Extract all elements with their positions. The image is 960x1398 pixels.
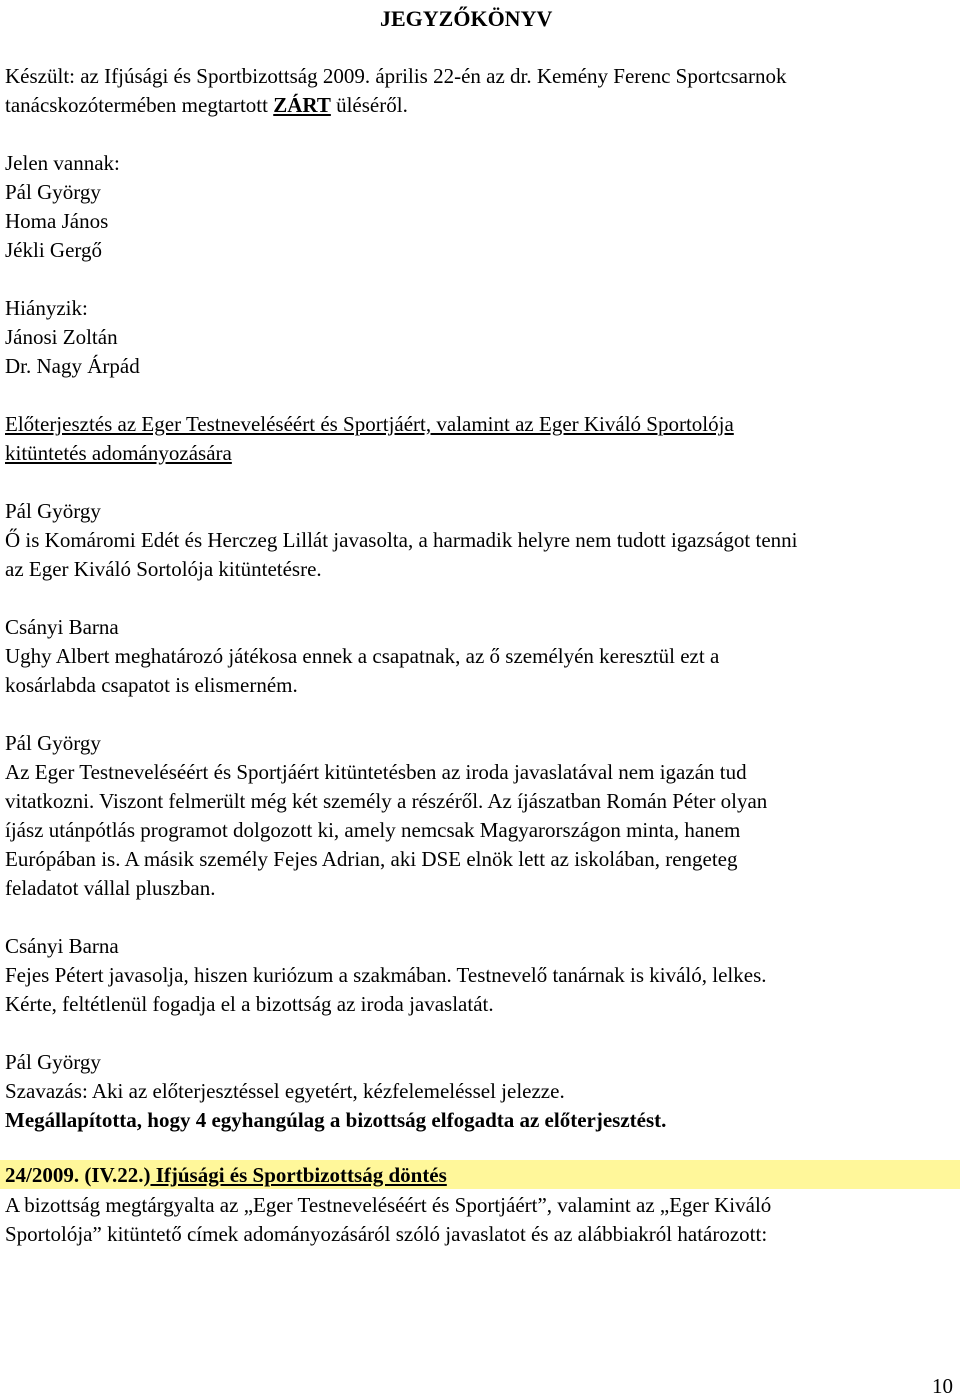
- speaker-name: Csányi Barna: [5, 615, 119, 639]
- speech-line: Kérte, feltétlenül fogadja el a bizottság az iroda javaslatát.: [5, 992, 494, 1016]
- speech-line: az Eger Kiváló Sortolója kitüntetésre.: [5, 557, 322, 581]
- absent-name: Jánosi Zoltán: [5, 325, 118, 349]
- absent-name: Dr. Nagy Árpád: [5, 354, 140, 378]
- decision-text-line-1: A bizottság megtárgyalta az „Eger Testneveléséért és Sportjáért”, valamint az „Eger Kiváló: [5, 1193, 772, 1217]
- decision-heading: [5, 1165, 447, 1186]
- speaker-name: Csányi Barna: [5, 934, 119, 958]
- speech-line: kosárlabda csapatot is elismerném.: [5, 673, 298, 697]
- intro-line-1: Készült: az Ifjúsági és Sportbizottság 2009. április 22-én az dr. Kemény Ferenc Sportcsarnok: [5, 64, 787, 88]
- present-heading: Jelen vannak:: [5, 151, 120, 175]
- intro-line-2: [5, 95, 408, 116]
- agenda-title-line-1: Előterjesztés az Eger Testneveléséért és Sportjáért, valamint az Eger Kiváló Sportolója: [5, 412, 734, 436]
- present-name: Jékli Gergő: [5, 238, 103, 262]
- agenda-title-line-2: kitüntetés adományozására: [5, 441, 232, 465]
- absent-heading: Hiányzik:: [5, 296, 88, 320]
- intro-text: tanácskozótermében megtartott: [5, 93, 274, 117]
- intro-text-end: üléséről.: [330, 93, 408, 117]
- speaker-name: Pál György: [5, 499, 101, 523]
- decision-title: Ifjúsági és Sportbizottság döntés: [150, 1163, 447, 1187]
- present-name: Homa János: [5, 209, 109, 233]
- speech-line: Európában is. A másik személy Fejes Adrian, aki DSE elnök lett az iskolában, rengeteg: [5, 847, 738, 871]
- speech-line: Fejes Pétert javasolja, hiszen kuriózum a szakmában. Testnevelő tanárnak is kiváló, lelkes.: [5, 963, 767, 987]
- page-number: 10: [932, 1374, 953, 1398]
- document-title: JEGYZŐKÖNYV: [380, 6, 553, 31]
- decision-text-line-2: Sportolója” kitüntető címek adományozásáról szóló javaslatot és az alábbiakról határozott:: [5, 1222, 768, 1246]
- closed-session-label: ZÁRT: [273, 93, 331, 117]
- speaker-name: Pál György: [5, 731, 101, 755]
- speech-line: Ughy Albert meghatározó játékosa ennek a csapatnak, az ő személyén keresztül ezt a: [5, 644, 720, 668]
- decision-number: 24/2009. (IV.22.): [5, 1163, 151, 1187]
- present-name: Pál György: [5, 180, 101, 204]
- speech-line: vitatkozni. Viszont felmerült még két személy a részéről. Az íjászatban Román Péter olyan: [5, 789, 768, 813]
- speech-line: Ő is Komáromi Edét és Herczeg Lillát javasolta, a harmadik helyre nem tudott igazságot tenni: [5, 528, 798, 552]
- speech-line: feladatot vállal pluszban.: [5, 876, 216, 900]
- speaker-name: Pál György: [5, 1050, 101, 1074]
- speech-line: íjász utánpótlás programot dolgozott ki, amely nemcsak Magyarországon minta, hanem: [5, 818, 741, 842]
- speech-line: Szavazás: Aki az előterjesztéssel egyetért, kézfelemeléssel jelezze.: [5, 1079, 565, 1103]
- vote-result: Megállapította, hogy 4 egyhangúlag a bizottság elfogadta az előterjesztést.: [5, 1108, 667, 1132]
- speech-line: Az Eger Testneveléséért és Sportjáért kitüntetésben az iroda javaslatával nem igazán tud: [5, 760, 747, 784]
